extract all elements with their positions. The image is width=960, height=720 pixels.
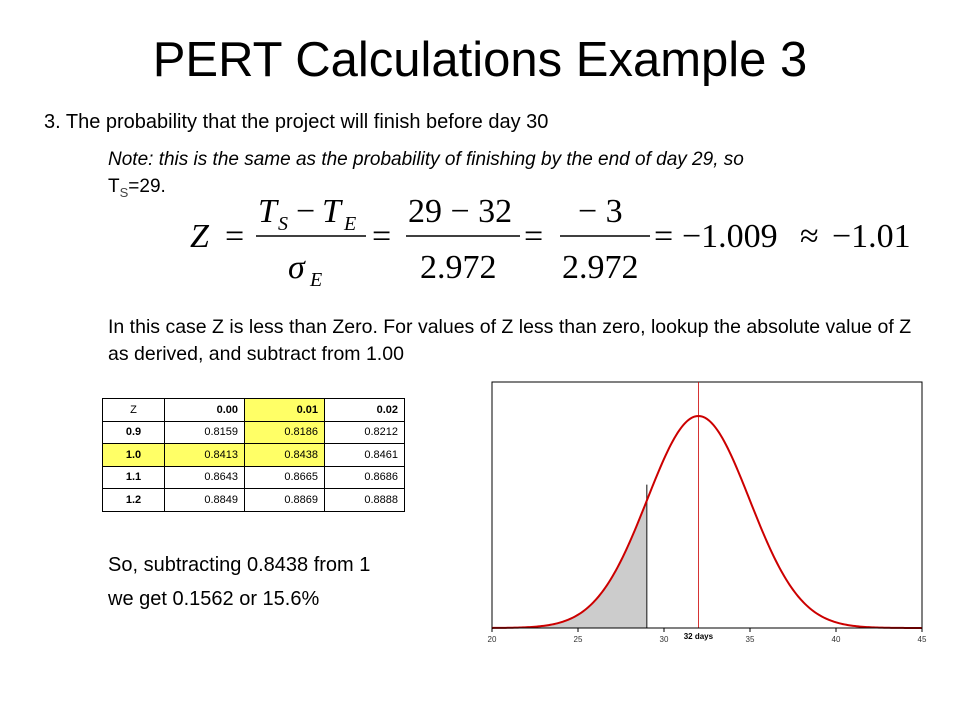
- normal-distribution-chart: [476, 380, 946, 652]
- table-cell: 0.8212: [325, 421, 405, 444]
- table-cell: 0.8159: [165, 421, 245, 444]
- explanation-text: In this case Z is less than Zero. For values of Z less than zero, lookup the absolute value of Z as derived, and subtract from 1.00: [108, 316, 912, 365]
- note-italic-text: Note: this is the same as the probability of finishing by the end of day 29, so: [108, 149, 744, 170]
- eq-sigma-sub: E: [310, 269, 323, 291]
- table-cell: 0.8686: [325, 466, 405, 489]
- table-header-row: [103, 399, 405, 422]
- table-row-highlighted: [103, 444, 405, 467]
- x-tick-label: 45: [917, 635, 927, 644]
- slide-title: PERT Calculations Example 3: [152, 33, 808, 87]
- x-tick-label: 35: [745, 635, 755, 644]
- eq-te: T: [322, 193, 341, 230]
- eq-minus: −: [296, 193, 316, 230]
- table-cell: 0.8665: [245, 466, 325, 489]
- eq-approx: ≈: [800, 218, 819, 255]
- table-header-cell: 0.02: [325, 399, 405, 422]
- x-tick-label: 20: [487, 635, 497, 644]
- question-text: 3. The probability that the project will finish before day 30: [44, 111, 549, 133]
- table-cell: 0.8869: [245, 489, 325, 512]
- eq-rounded: −1.01: [832, 218, 911, 255]
- eq-frac3-num: − 3: [578, 193, 623, 230]
- table-cell: 0.8849: [165, 489, 245, 512]
- table-row: [103, 421, 405, 444]
- table-row: [103, 489, 405, 512]
- table-header-cell: 0.01: [245, 399, 325, 422]
- table-cell: 0.8461: [325, 444, 405, 467]
- z-table: [102, 398, 405, 512]
- table-header-cell: Z: [103, 399, 165, 422]
- eq-z: Z: [190, 218, 209, 255]
- table-cell: 0.8643: [165, 466, 245, 489]
- mean-label: 32 days: [683, 632, 714, 641]
- table-cell: 0.8186: [245, 421, 325, 444]
- z-equation: [180, 186, 940, 296]
- eq-frac2-den: 2.972: [420, 249, 497, 286]
- eq-frac2-num: 29 − 32: [408, 193, 513, 230]
- table-cell: 1.2: [103, 489, 165, 512]
- eq-frac3-den: 2.972: [562, 249, 639, 286]
- x-tick-label: 40: [831, 635, 841, 644]
- eq-equals-3: =: [524, 218, 544, 255]
- eq-equals-4: =: [654, 218, 674, 255]
- eq-equals-2: =: [372, 218, 392, 255]
- table-cell: 1.0: [103, 444, 165, 467]
- table-row: [103, 466, 405, 489]
- table-header-cell: 0.00: [165, 399, 245, 422]
- eq-result: −1.009: [682, 218, 778, 255]
- eq-te-sub: E: [344, 213, 357, 235]
- eq-sigma: σ: [288, 249, 305, 286]
- result-text: [108, 548, 370, 616]
- eq-ts-sub: S: [278, 213, 288, 235]
- x-tick-label: 30: [659, 635, 669, 644]
- table-cell: 0.8888: [325, 489, 405, 512]
- table-cell: 0.8413: [165, 444, 245, 467]
- table-cell: 1.1: [103, 466, 165, 489]
- eq-ts: T: [258, 193, 277, 230]
- ts-definition: $T_S=29$.: [108, 176, 166, 200]
- table-cell-selected: 0.8438: [245, 444, 325, 467]
- x-tick-label: 25: [573, 635, 583, 644]
- table-cell: 0.9: [103, 421, 165, 444]
- result-line-1: So, subtracting 0.8438 from 1: [108, 554, 371, 576]
- result-line-2: we get 0.1562 or 15.6%: [108, 588, 320, 610]
- eq-equals-1: =: [225, 218, 245, 255]
